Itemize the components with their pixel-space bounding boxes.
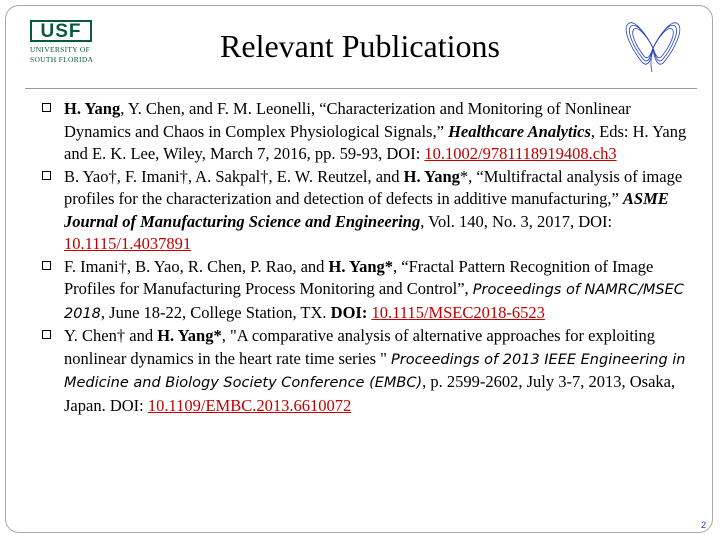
doi-link[interactable]: 10.1002/9781118919408.ch3 <box>424 144 617 163</box>
publication-list <box>42 98 688 417</box>
citation-text: , Eds: H. Yang and E. K. Lee, Wiley, March 7, 2016, pp. 59-93, DOI: <box>64 121 687 163</box>
title-divider <box>25 88 697 89</box>
venue-title: Proceedings of NAMRC/MSEC 2018 <box>64 282 684 322</box>
citation-text: B. Yao†, F. Imani†, A. Sakpal†, E. W. Reutzel, and <box>64 166 404 186</box>
author-highlight: H. Yang* <box>157 326 222 345</box>
citation-text: , p. 2599-2602, July 3-7, 2013, Osaka, Japan. DOI: <box>64 372 676 415</box>
hollow-square-bullet-icon <box>42 103 51 112</box>
venue-title: ASME Journal of Manufacturing Science and Engineering <box>64 189 669 231</box>
citation-text: , Vol. 140, No. 3, 2017, DOI: <box>420 211 613 231</box>
citation-text: *, “Multifractal analysis of image profiles for the characterization and detection of defects in additive manufacturing,” <box>64 166 683 208</box>
hollow-square-bullet-icon <box>42 171 51 180</box>
usf-logo-line-2: SOUTH FLORIDA <box>30 55 94 64</box>
citation-text: , "A comparative analysis of alternative approaches for exploiting nonlinear dynamics in the heart rate time series " <box>64 326 655 368</box>
publication-item <box>42 256 688 326</box>
publication-item <box>42 166 688 256</box>
author-highlight: H. Yang* <box>328 256 394 276</box>
hollow-square-bullet-icon <box>42 330 51 339</box>
doi-link[interactable]: 10.1115/1.4037891 <box>64 234 192 253</box>
doi-label: DOI: <box>330 302 372 322</box>
venue-title: Proceedings of 2013 IEEE Engineering in Medicine and Biology Society Conference (EMBC) <box>64 351 686 391</box>
citation-text: F. Imani†, B. Yao, R. Chen, P. Rao, and <box>64 256 329 276</box>
publication-item <box>42 325 688 417</box>
doi-link[interactable]: 10.1115/MSEC2018-6523 <box>371 302 545 322</box>
usf-logo-mark: USF <box>30 20 92 42</box>
page-number: 2 <box>701 520 707 530</box>
publication-item <box>42 98 688 166</box>
author-highlight: H. Yang <box>64 99 121 118</box>
citation-text: , June 18-22, College Station, TX. <box>100 302 331 322</box>
slide-title: Relevant Publications <box>220 28 500 64</box>
usf-logo-line-1: UNIVERSITY OF <box>30 45 91 54</box>
hollow-square-bullet-icon <box>42 261 51 270</box>
lorenz-attractor-icon <box>620 12 686 78</box>
citation-text: Y. Chen† and <box>64 326 158 345</box>
venue-title: Healthcare Analytics <box>448 121 591 141</box>
author-highlight: H. Yang <box>403 166 460 186</box>
citation-text: , Y. Chen, and F. M. Leonelli, “Characterization and Monitoring of Nonlinear Dynamics and Chaos in Complex Physiological Signals,” <box>64 99 631 141</box>
doi-link[interactable]: 10.1109/EMBC.2013.6610072 <box>147 395 352 415</box>
citation-text: , “Fractal Pattern Recognition of Image Profiles for Manufacturing Process Monitoring and Control”, <box>64 256 654 298</box>
